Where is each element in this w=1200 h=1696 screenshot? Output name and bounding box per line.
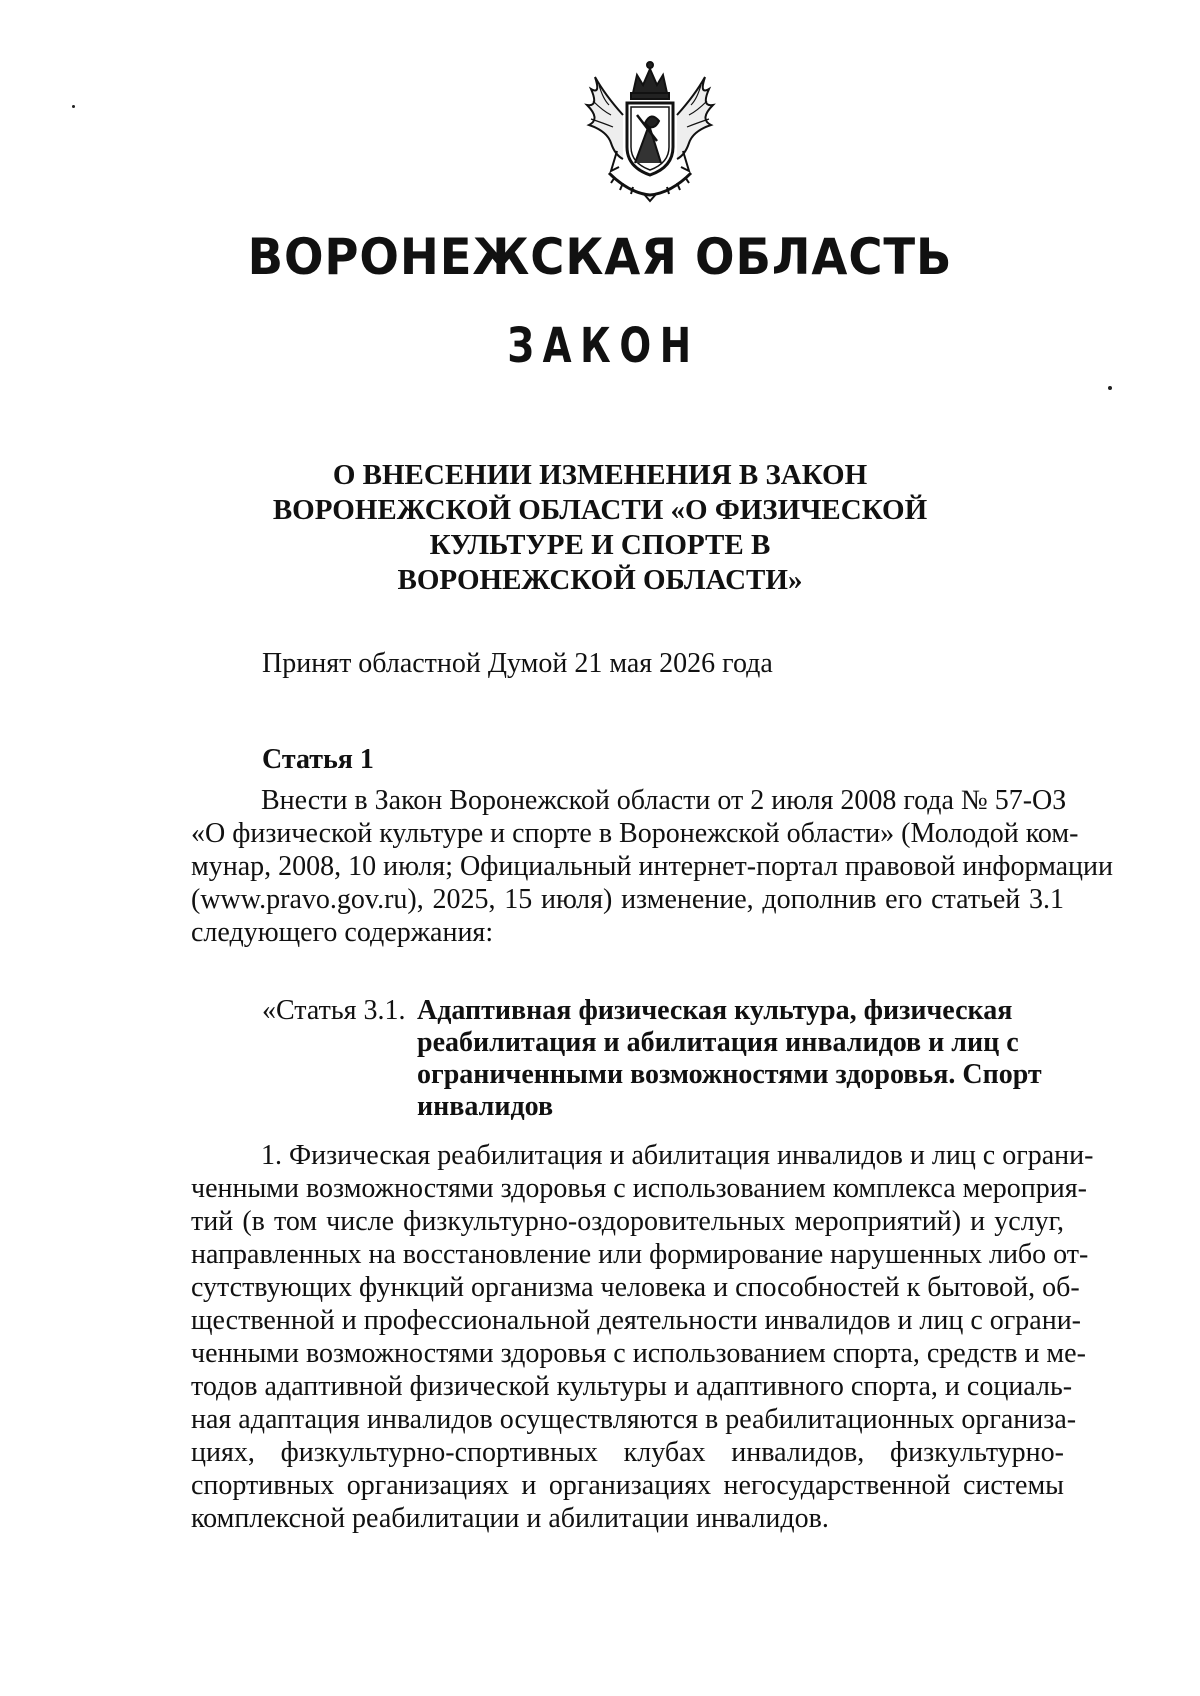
article-3-1-title-line: ограниченными возможностями здоровья. Спорт	[417, 1059, 1042, 1090]
text-line: направленных на восстановление или формирование нарушенных либо от-	[191, 1239, 1089, 1270]
article-1-body	[191, 784, 1113, 949]
article-3-1-number: «Статья 3.1.	[262, 995, 406, 1026]
text-line: следующего содержания:	[191, 917, 494, 948]
adoption-note: Принят областной Думой 21 мая 2026 года	[262, 648, 773, 679]
article-1-heading: Статья 1	[262, 744, 374, 775]
text-line: ченными возможностями здоровья с использованием комплекса мероприя-	[191, 1173, 1087, 1204]
coat-of-arms-icon	[565, 55, 735, 205]
text-line: мунар, 2008, 10 июля; Официальный интернет-портал правовой информации	[191, 851, 1113, 882]
article-3-1-title	[417, 995, 1042, 1123]
text-line: (www.pravo.gov.ru), 2025, 15 июля) изменение, дополнив его статьей 3.1	[191, 884, 1064, 915]
text-line: щественной и профессиональной деятельности инвалидов и лиц с ограни-	[191, 1305, 1081, 1336]
text-line: сутствующих функций организма человека и способностей к бытовой, об-	[191, 1272, 1080, 1303]
text-line: 1. Физическая реабилитация и абилитация инвалидов и лиц с ограни-	[261, 1140, 1094, 1171]
text-line: ная адаптация инвалидов осуществляются в реабилитационных организа-	[191, 1404, 1077, 1435]
article-3-1-title-line: Адаптивная физическая культура, физическая	[417, 995, 1013, 1026]
law-title	[250, 458, 950, 598]
article-3-1-paragraph-1	[191, 1139, 1094, 1535]
scan-speck	[1108, 386, 1112, 390]
text-line: ченными возможностями здоровья с использованием спорта, средств и ме-	[191, 1338, 1086, 1369]
law-title-line: О ВНЕСЕНИИ ИЗМЕНЕНИЯ В ЗАКОН	[332, 459, 868, 491]
article-3-1-title-line: реабилитация и абилитация инвалидов и лиц с	[417, 1027, 1019, 1058]
document-type: ЗАКОН	[507, 318, 700, 374]
text-line: Внести в Закон Воронежской области от 2 июля 2008 года № 57-ОЗ	[261, 785, 1067, 816]
text-line: спортивных организациях и организациях негосударственной системы	[191, 1470, 1064, 1501]
text-line: циях, физкультурно-спортивных клубах инвалидов, физкультурно-	[191, 1437, 1064, 1468]
text-line: тодов адаптивной физической культуры и адаптивного спорта, и социаль-	[191, 1371, 1073, 1402]
region-name: ВОРОНЕЖСКАЯ ОБЛАСТЬ	[247, 228, 953, 286]
article-3-1-title-line: инвалидов	[417, 1091, 554, 1122]
scan-speck	[72, 105, 75, 108]
text-line: комплексной реабилитации и абилитации инвалидов.	[191, 1503, 829, 1534]
law-title-line: ВОРОНЕЖСКОЙ ОБЛАСТИ»	[397, 564, 803, 596]
text-line: тий (в том числе физкультурно-оздоровительных мероприятий) и услуг,	[191, 1206, 1064, 1237]
law-title-line: ВОРОНЕЖСКОЙ ОБЛАСТИ «О ФИЗИЧЕСКОЙ	[272, 494, 928, 526]
law-title-line: КУЛЬТУРЕ И СПОРТЕ В	[429, 529, 771, 561]
text-line: «О физической культуре и спорте в Воронежской области» (Молодой ком-	[191, 818, 1079, 849]
